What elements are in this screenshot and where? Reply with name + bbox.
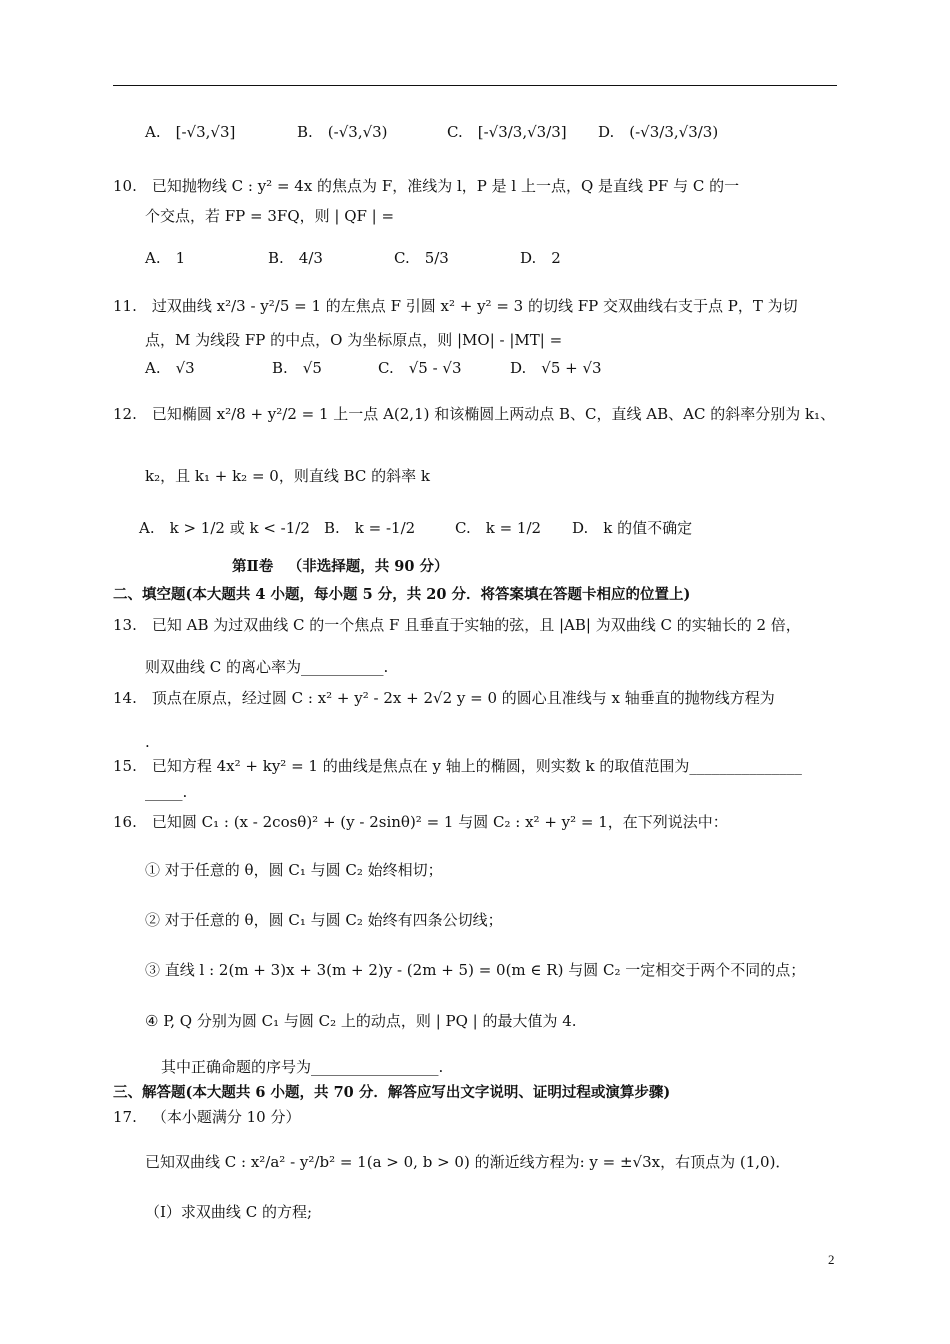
q13-line2: 则双曲线 C 的离心率为___________. bbox=[145, 658, 389, 676]
q16-line1: 16. 已知圆 C₁ : (x - 2cosθ)² + (y - 2sinθ)² = 1 与圆 C₂ : x² + y² = 1，在下列说法中： bbox=[113, 813, 728, 831]
page-number: 2 bbox=[828, 1252, 835, 1267]
q16-statement-1: ① 对于任意的 θ，圆 C₁ 与圆 C₂ 始终相切； bbox=[145, 861, 443, 879]
q10-line2: 个交点，若 FP = 3FQ，则 | QF | = bbox=[145, 207, 395, 225]
q10-option-c: C. 5/3 bbox=[394, 249, 449, 267]
q14-line1: 14. 顶点在原点，经过圆 C : x² + y² - 2x + 2√2 y = 0 的圆心且准线与 x 轴垂直的抛物线方程为 bbox=[113, 689, 775, 707]
q15-line2: _____. bbox=[145, 783, 188, 801]
q12-option-c: C. k = 1/2 bbox=[455, 519, 542, 537]
q14-line2: . bbox=[145, 733, 150, 751]
q16-answer-blank: 其中正确命题的序号为_________________. bbox=[161, 1058, 444, 1076]
q9-option-b: B. (-√3,√3) bbox=[297, 123, 388, 141]
q11-line1: 11. 过双曲线 x²/3 - y²/5 = 1 的左焦点 F 引圆 x² + y² = 3 的切线 FP 交双曲线右支于点 P，T 为切 bbox=[113, 297, 798, 315]
section2-heading: 二、填空题(本大题共 4 小题，每小题 5 分，共 20 分．将答案填在答题卡相应的位置上) bbox=[113, 586, 691, 603]
section3-heading: 三、解答题(本大题共 6 小题，共 70 分．解答应写出文字说明、证明过程或演算步骤) bbox=[113, 1084, 671, 1101]
q11-line2: 点，M 为线段 FP 的中点，O 为坐标原点，则 |MO| - |MT| = bbox=[145, 331, 563, 349]
part2-title: 第Ⅱ卷 （非选择题，共 90 分） bbox=[232, 558, 449, 575]
header-rule bbox=[113, 85, 837, 86]
q11-option-b: B. √5 bbox=[272, 359, 322, 377]
q16-statement-2: ② 对于任意的 θ，圆 C₁ 与圆 C₂ 始终有四条公切线； bbox=[145, 911, 503, 929]
q12-line2: k₂，且 k₁ + k₂ = 0，则直线 BC 的斜率 k bbox=[145, 467, 431, 485]
q17-line1: 已知双曲线 C : x²/a² - y²/b² = 1(a > 0, b > 0) 的渐近线方程为: y = ±√3x，右顶点为 (1,0)． bbox=[145, 1153, 791, 1171]
q11-option-a: A. √3 bbox=[145, 359, 195, 377]
q16-statement-4: ④ P, Q 分别为圆 C₁ 与圆 C₂ 上的动点，则 | PQ | 的最大值为 4. bbox=[145, 1012, 577, 1030]
q9-option-c: C. [-√3/3,√3/3] bbox=[447, 123, 567, 141]
q15-line1: 15. 已知方程 4x² + ky² = 1 的曲线是焦点在 y 轴上的椭圆，则实数 k 的取值范围为_______________ bbox=[113, 757, 802, 775]
q10-line1: 10. 已知抛物线 C : y² = 4x 的焦点为 F，准线为 l，P 是 l 上一点，Q 是直线 PF 与 C 的一 bbox=[113, 177, 740, 195]
q17-head: 17. （本小题满分 10 分） bbox=[113, 1108, 301, 1126]
q13-line1: 13. 已知 AB 为过双曲线 C 的一个焦点 F 且垂直于实轴的弦，且 |AB| 为双曲线 C 的实轴长的 2 倍， bbox=[113, 616, 801, 634]
q11-option-d: D. √5 + √3 bbox=[510, 359, 602, 377]
q10-option-a: A. 1 bbox=[145, 249, 186, 267]
q16-statement-3: ③ 直线 l : 2(m + 3)x + 3(m + 2)y - (2m + 5) = 0(m ∈ R) 与圆 C₂ 一定相交于两个不同的点； bbox=[145, 961, 806, 979]
q12-option-d: D. k 的值不确定 bbox=[572, 519, 693, 537]
q10-option-b: B. 4/3 bbox=[268, 249, 323, 267]
q12-option-b: B. k = -1/2 bbox=[324, 519, 416, 537]
q10-option-d: D. 2 bbox=[520, 249, 561, 267]
q11-option-c: C. √5 - √3 bbox=[378, 359, 462, 377]
q9-option-a: A. [-√3,√3] bbox=[145, 123, 236, 141]
q12-line1: 12. 已知椭圆 x²/8 + y²/2 = 1 上一点 A(2,1) 和该椭圆上两动点 B、C，直线 AB、AC 的斜率分别为 k₁、 bbox=[113, 405, 836, 423]
q9-option-d: D. (-√3/3,√3/3) bbox=[598, 123, 719, 141]
q12-option-a: A. k > 1/2 或 k < -1/2 bbox=[139, 519, 310, 537]
q17-part1: （Ⅰ）求双曲线 C 的方程; bbox=[145, 1203, 312, 1221]
